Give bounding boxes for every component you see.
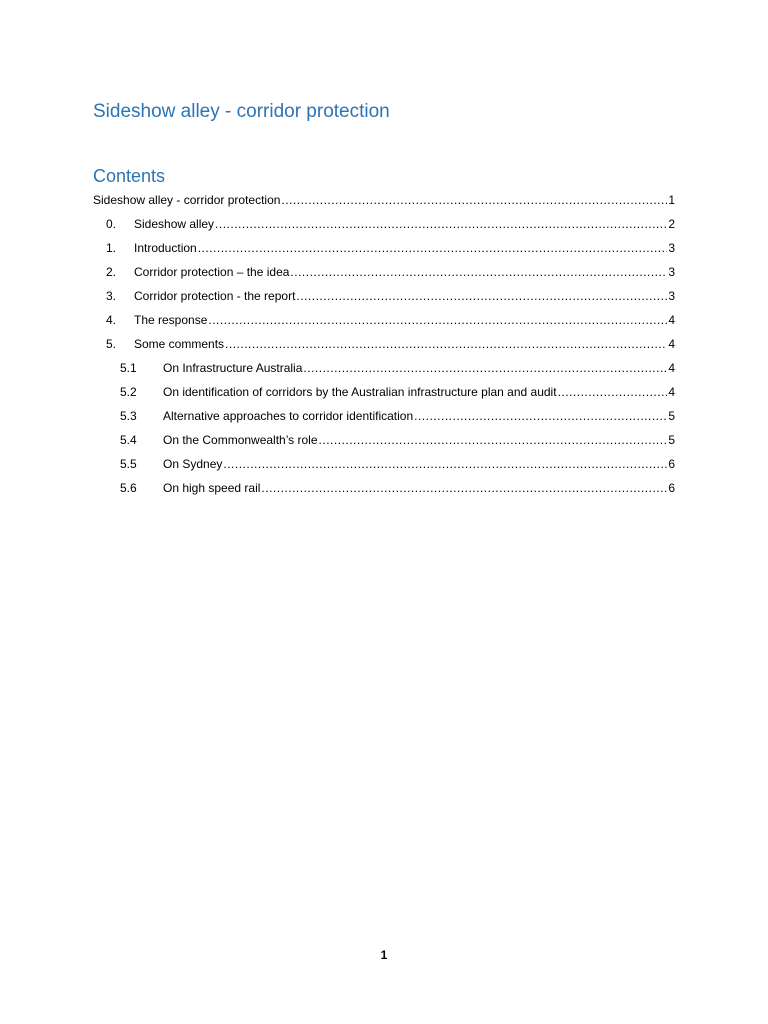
toc-entry-page: 4: [668, 313, 675, 327]
page-number: 1: [380, 948, 388, 962]
toc-entry-page: 1: [668, 193, 675, 207]
toc-entry-page: 3: [668, 289, 675, 303]
toc-dot-leader: [303, 360, 667, 376]
toc-entry[interactable]: [106, 260, 675, 280]
toc-dot-leader: [414, 408, 667, 424]
toc-entry-label: On high speed rail: [163, 481, 261, 495]
toc-dot-leader: [281, 192, 667, 208]
toc-entry[interactable]: [120, 428, 675, 448]
toc-entry-page: 5: [668, 433, 675, 447]
toc-entry[interactable]: [106, 236, 675, 256]
toc-entry-page: 4: [668, 337, 675, 351]
toc-entry-number: 5.4: [120, 433, 137, 447]
toc-entry-number: 5.: [106, 337, 117, 351]
toc-dot-leader: [215, 216, 667, 232]
toc-entry[interactable]: [120, 452, 675, 472]
toc-entry-number: 2.: [106, 265, 117, 279]
toc-entry-label: Sideshow alley: [134, 217, 215, 231]
toc-entry-number: 5.2: [120, 385, 137, 399]
toc-entry[interactable]: [120, 476, 675, 496]
toc-entry-page: 4: [668, 361, 675, 375]
toc-entry-label: Some comments: [134, 337, 225, 351]
toc-entry-page: 3: [668, 265, 675, 279]
toc-entry[interactable]: [93, 188, 675, 208]
toc-entry-number: 1.: [106, 241, 117, 255]
toc-entry[interactable]: [120, 356, 675, 376]
toc-dot-leader: [319, 432, 668, 448]
toc-entry-label: On the Commonwealth’s role: [163, 433, 318, 447]
toc-dot-leader: [296, 288, 667, 304]
toc-dot-leader: [290, 264, 667, 280]
toc-dot-leader: [225, 336, 667, 352]
toc-dot-leader: [223, 456, 667, 472]
toc-entry-label: Introduction: [134, 241, 197, 255]
toc-entry-page: 6: [668, 481, 675, 495]
document-title: Sideshow alley - corridor protection: [93, 101, 390, 122]
toc-entry-page: 3: [668, 241, 675, 255]
toc-entry-label: Alternative approaches to corridor identification: [163, 409, 414, 423]
toc-entry[interactable]: [106, 284, 675, 304]
toc-entry-label: On identification of corridors by the Australian infrastructure plan and audit: [163, 385, 557, 399]
toc-entry-page: 2: [668, 217, 675, 231]
toc-entry-number: 5.3: [120, 409, 137, 423]
toc-entry-label: Corridor protection - the report: [134, 289, 296, 303]
toc-entry-number: 0.: [106, 217, 117, 231]
toc-entry-label: Sideshow alley - corridor protection: [93, 193, 281, 207]
toc-entry-label: Corridor protection – the idea: [134, 265, 290, 279]
toc-entry-page: 5: [668, 409, 675, 423]
toc-entry-label: On Infrastructure Australia: [163, 361, 303, 375]
toc-entry-label: The response: [134, 313, 208, 327]
toc-entry[interactable]: [120, 404, 675, 424]
toc-entry[interactable]: [106, 212, 675, 232]
toc-entry-number: 3.: [106, 289, 117, 303]
toc-dot-leader: [208, 312, 667, 328]
toc-dot-leader: [198, 240, 668, 256]
toc-entry-number: 5.6: [120, 481, 137, 495]
toc-dot-leader: [558, 384, 668, 400]
toc-entry-page: 4: [668, 385, 675, 399]
toc-entry-number: 5.1: [120, 361, 137, 375]
toc-entry-label: On Sydney: [163, 457, 223, 471]
toc-entry[interactable]: [106, 308, 675, 328]
toc-entry-number: 5.5: [120, 457, 137, 471]
toc-entry[interactable]: [120, 380, 675, 400]
toc-dot-leader: [261, 480, 667, 496]
toc-entry-number: 4.: [106, 313, 117, 327]
toc-heading: Contents: [93, 166, 166, 186]
toc-entry-page: 6: [668, 457, 675, 471]
toc-entry[interactable]: [106, 332, 675, 352]
